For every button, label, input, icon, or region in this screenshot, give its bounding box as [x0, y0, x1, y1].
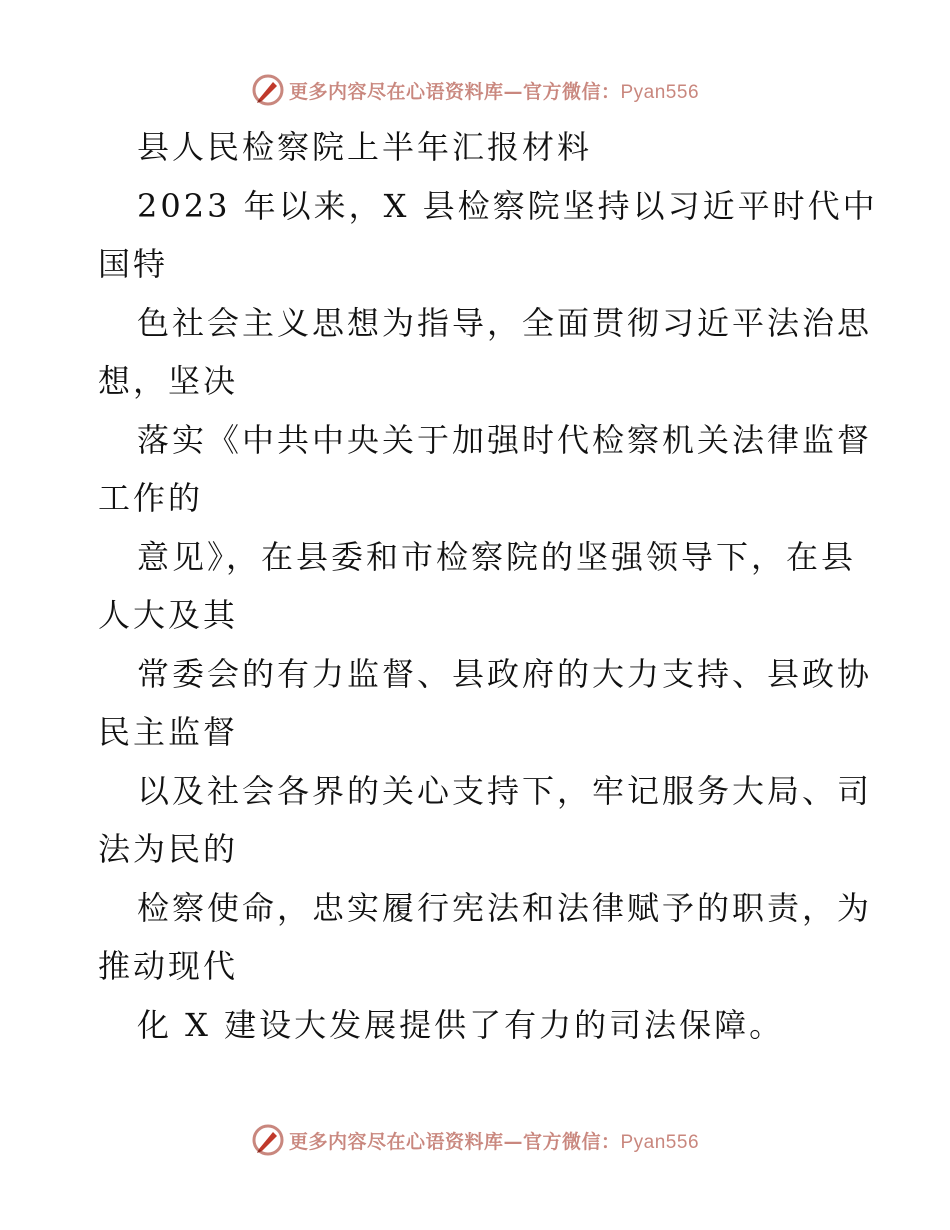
paragraph-line: 推动现代 [98, 947, 239, 985]
watermark-text: 更多内容尽在心语资料库—官方微信：Pyan556 [288, 80, 700, 103]
paragraph-line: 国特 [98, 245, 169, 283]
paragraph-line: 法为民的 [98, 830, 239, 868]
paragraph-line: 以及社会各界的关心支持下，牢记服务大局、司 [137, 771, 873, 810]
paragraph-line: 意见》，在县委和市检察院的坚强领导下，在县 [137, 537, 857, 576]
paragraph-line: 2023 年以来，X 县检察院坚持以习近平时代中 [137, 186, 878, 225]
pen-nib-circle-icon [251, 73, 285, 107]
paragraph-line: 落实《中共中央关于加强时代检察机关法律监督 [137, 420, 873, 459]
paragraph-line: 色社会主义思想为指导，全面贯彻习近平法治思 [137, 303, 873, 342]
paragraph-line: 检察使命，忠实履行宪法和法律赋予的职责，为 [137, 888, 873, 927]
pen-nib-circle-icon [251, 1123, 285, 1157]
paragraph-line: 人大及其 [98, 596, 239, 634]
header-watermark [0, 70, 950, 110]
footer-watermark [0, 1120, 950, 1160]
paragraph-line: 常委会的有力监督、县政府的大力支持、县政协 [137, 654, 873, 693]
paragraph-line: 想，坚决 [98, 362, 239, 400]
wechat-id: Pyan556 [620, 81, 700, 103]
paragraph-line: 工作的 [98, 479, 204, 517]
document-body [98, 118, 878, 1054]
paragraph-line: 化 X 建设大发展提供了有力的司法保障。 [137, 1005, 785, 1044]
document-title: 县人民检察院上半年汇报材料 [137, 128, 593, 166]
paragraph-line: 民主监督 [98, 713, 239, 751]
wechat-id: Pyan556 [620, 1131, 700, 1153]
watermark-text: 更多内容尽在心语资料库—官方微信：Pyan556 [288, 1130, 700, 1153]
